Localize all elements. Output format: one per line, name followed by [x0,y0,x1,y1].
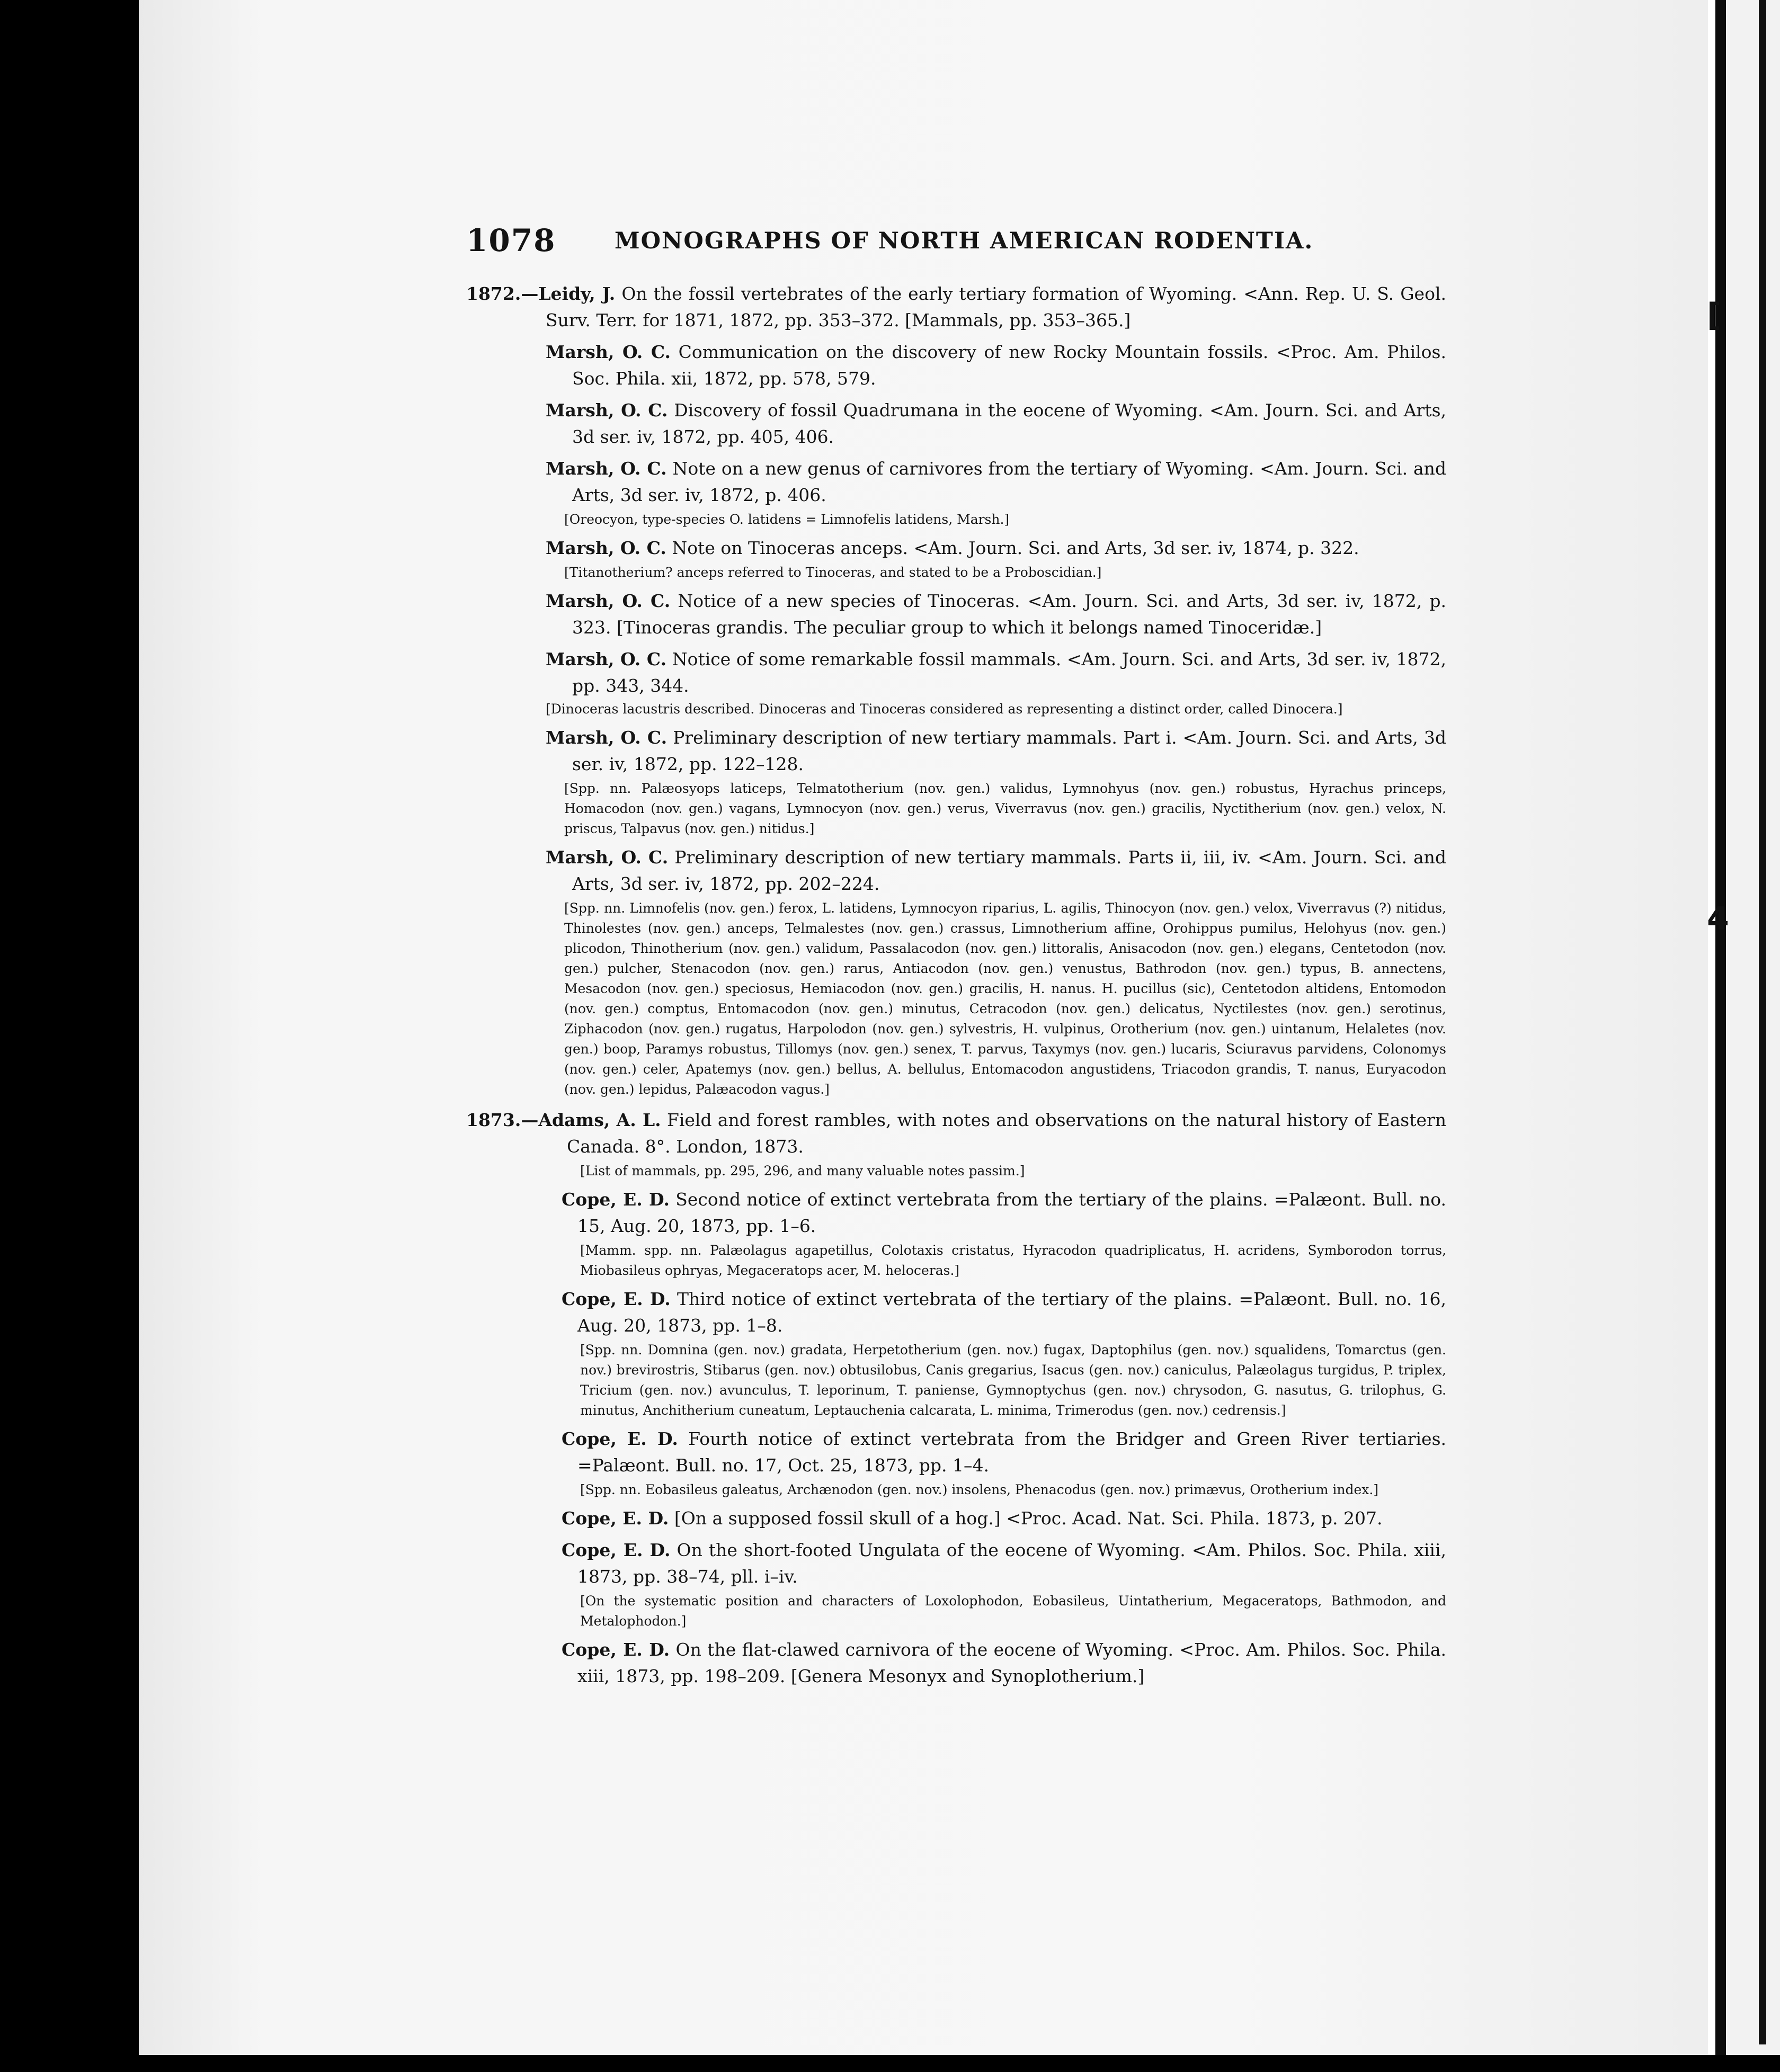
bibliography-entry [562,1286,1446,1339]
bibliography-list [466,281,1446,1690]
entry-note: [Spp. nn. Palæosyops laticeps, Telmatotherium (nov. gen.) validus, Lymnohyus (nov. gen.) robustus, Hyrachus princeps, Homacodon (nov. gen.) vagans, Lymnocyon (nov. gen.) verus, Viverravus (nov. gen.) gracilis, Nyctitherium (nov. gen.) velox, N. priscus, Talpavus (nov. gen.) nitidus.] [564,781,1446,836]
entry-note: [Spp. nn. Domnina (gen. nov.) gradata, Herpetotherium (gen. nov.) fugax, Daptophilus (gen. nov.) squalidens, Tomarctus (gen. nov.) brevirostris, Stibarus (gen. nov.) obtusilobus, Canis gregarius, Isacus (gen. nov.) caniculus, Palæolagus turgidus, P. triplex, Tricium (gen. nov.) avunculus, T. leporinum, T. paniense, Gymnoptychus (gen. nov.) chrysodon, G. nasutus, G. trilophus, G. minutus, Anchitherium cuneatum, Leptauchenia calcarata, L. minima, Trimerodus (gen. nov.) cedrensis.] [580,1342,1446,1418]
bibliography-entry [546,339,1446,392]
entry-citation: [On a supposed fossil skull of a hog.] <Proc. Acad. Nat. Sci. Phila. 1873, p. 207. [674,1508,1383,1529]
entry-author: Leidy, J. [538,283,616,304]
entry-note: [Oreocyon, type-species O. latidens = Limnofelis latidens, Marsh.] [564,512,1010,527]
entry-citation: Field and forest rambles, with notes and observations on the natural history of Eastern Canada. 8°. London, 1873. [567,1110,1447,1157]
bibliography-entry [546,588,1446,641]
bibliography-entry [562,1426,1446,1479]
entry-author: Marsh, O. C. [546,727,668,748]
entry-note: [Dinoceras lacustris described. Dinoceras and Tinoceras considered as representing a distinct order, called Dinocera.] [546,701,1343,717]
entry-note: [Spp. nn. Eobasileus galeatus, Archænodon (gen. nov.) insolens, Phenacodus (gen. nov.) primævus, Orotherium index.] [580,1482,1379,1497]
entry-citation: Discovery of fossil Quadrumana in the eocene of Wyoming. <Am. Journ. Sci. and Arts, 3d ser. iv, 1872, pp. 405, 406. [572,400,1446,447]
entry-citation: Third notice of extinct vertebrata of the tertiary of the plains. =Palæont. Bull. no. 16, Aug. 20, 1873, pp. 1–8. [577,1289,1447,1336]
entry-author: Marsh, O. C. [546,538,666,558]
scan-border-bottom [0,2055,1780,2072]
adjacent-page-edge [1726,0,1780,2055]
bibliography-entry [546,535,1446,561]
bibliography-entry [466,281,1446,334]
entry-citation: On the flat-clawed carnivora of the eocene of Wyoming. <Proc. Am. Philos. Soc. Phila. xiii, 1873, pp. 198–209. [Genera Mesonyx and Synoplotherium.] [577,1639,1446,1686]
entry-author: Marsh, O. C. [546,847,669,868]
entry-author: Cope, E. D. [562,1639,670,1660]
bibliography-entry [546,397,1446,450]
bibliography-entry [562,1637,1446,1690]
entry-citation: Notice of some remarkable fossil mammals. <Am. Journ. Sci. and Arts, 3d ser. iv, 1872, pp. 343, 344. [572,649,1446,696]
entry-citation: Preliminary description of new tertiary mammals. Parts ii, iii, iv. <Am. Journ. Sci. and Arts, 3d ser. iv, 1872, pp. 202–224. [572,847,1446,894]
bibliography-entry [546,646,1446,699]
entry-note: [Spp. nn. Limnofelis (nov. gen.) ferox, L. latidens, Lymnocyon riparius, L. agilis, Thinocyon (nov. gen.) velox, Viverravus (?) nitidus, Thinolestes (nov. gen.) anceps, Telmalestes (nov. gen.) crassus, Limnotherium affine, Orohippus pumilus, Helohyus (nov. gen.) plicodon, Thinotherium (nov. gen.) validum, Passalacodon (nov. gen.) littoralis, Anisacodon (nov. gen.) elegans, Centetodon (nov. gen.) pulcher, Stenacodon (nov. gen.) rarus, Antiacodon (nov. gen.) venustus, Bathrodon (nov. gen.) typus, B. annectens, Mesacodon (nov. gen.) speciosus, Hemiacodon (nov. gen.) gracilis, H. nanus. H. pucillus (sic), Centetodon altidens, Entomodon (nov. gen.) comptus, Entomacodon (nov. gen.) minutus, Cetracodon (nov. gen.) delicatus, Nyctilestes (nov. gen.) serotinus, Ziphacodon (nov. gen.) rugatus, Harpolodon (nov. gen.) sylvestris, H. vulpinus, Orotherium (nov. gen.) uintanum, Helaletes (nov. gen.) boop, Paramys robustus, Tillomys (nov. gen.) senex, T. parvus, Taxymys (nov. gen.) lucaris, Sciuravus parvidens, Colonomys (nov. gen.) celer, Apatemys (nov. gen.) bellus, A. bellulus, Entomacodon angustidens, Triacodon grandis, T. nanus, Euryacodon (nov. gen.) lepidus, Palæacodon vagus.] [564,900,1446,1097]
page-number: 1078 [466,222,556,258]
entry-citation: Note on a new genus of carnivores from the tertiary of Wyoming. <Am. Journ. Sci. and Arts, 3d ser. iv, 1872, p. 406. [572,458,1446,505]
entry-citation: Preliminary description of new tertiary mammals. Part i. <Am. Journ. Sci. and Arts, 3d ser. iv, 1872, pp. 122–128. [572,727,1446,774]
bibliography-entry [562,1537,1446,1590]
bibliography-entry [546,725,1446,778]
edge-mark-bracket: [ [1707,297,1722,334]
entry-citation: Fourth notice of extinct vertebrata from the Bridger and Green River tertiaries. =Palæont. Bull. no. 17, Oct. 25, 1873, pp. 1–4. [577,1428,1446,1476]
year-label: 1872.— [466,283,539,304]
entry-citation: Notice of a new species of Tinoceras. <Am. Journ. Sci. and Arts, 3d ser. iv, 1872, p. 323. [Tinoceras grandis. The peculiar group to which it belongs named Tinoceridæ.] [572,591,1446,638]
bibliography-entry [546,456,1446,508]
entry-author: Adams, A. L. [538,1110,661,1130]
adjacent-page-line [1759,0,1766,2044]
entry-note: [On the systematic position and characters of Loxolophodon, Eobasileus, Uintatherium, Megaceratops, Bathmodon, and Metalophodon.] [580,1593,1446,1629]
bibliography-entry [562,1186,1446,1239]
entry-citation: On the fossil vertebrates of the early tertiary formation of Wyoming. <Ann. Rep. U. S. Geol. Surv. Terr. for 1871, 1872, pp. 353–372. [Mammals, pp. 353–365.] [546,283,1447,331]
entry-author: Marsh, O. C. [546,591,671,611]
bibliography-entry [466,1107,1446,1160]
entry-author: Cope, E. D. [562,1289,671,1309]
entry-author: Cope, E. D. [562,1189,670,1210]
entry-author: Cope, E. D. [562,1540,671,1560]
entry-author: Cope, E. D. [562,1428,678,1449]
entry-author: Marsh, O. C. [546,458,667,479]
running-header [466,222,1446,281]
page-content [466,222,1446,1690]
page-title: MONOGRAPHS OF NORTH AMERICAN RODENTIA. [615,228,1314,254]
edge-mark-digit: 4 [1707,900,1729,937]
year-label: 1873.— [466,1110,539,1130]
bibliography-entry [562,1505,1446,1532]
entry-note: [Titanotherium? anceps referred to Tinoceras, and stated to be a Proboscidian.] [564,565,1102,580]
entry-citation: Communication on the discovery of new Rocky Mountain fossils. <Proc. Am. Philos. Soc. Phila. xii, 1872, pp. 578, 579. [572,342,1446,389]
scan-border-left [0,0,139,2072]
bibliography-entry [546,844,1446,897]
entry-author: Marsh, O. C. [546,342,671,362]
entry-author: Cope, E. D. [562,1508,669,1529]
entry-citation: On the short-footed Ungulata of the eocene of Wyoming. <Am. Philos. Soc. Phila. xiii, 1873, pp. 38–74, pll. i–iv. [577,1540,1446,1587]
entry-author: Marsh, O. C. [546,649,667,669]
entry-author: Marsh, O. C. [546,400,668,421]
entry-note: [Mamm. spp. nn. Palæolagus agapetillus, Colotaxis cristatus, Hyracodon quadriplicatus, H. acridens, Symborodon torrus, Miobasileus ophryas, Megaceratops acer, M. heloceras.] [580,1243,1446,1278]
entry-citation: Second notice of extinct vertebrata from the tertiary of the plains. =Palæont. Bull. no. 15, Aug. 20, 1873, pp. 1–6. [577,1189,1446,1236]
entry-note: [List of mammals, pp. 295, 296, and many valuable notes passim.] [580,1163,1025,1178]
entry-citation: Note on Tinoceras anceps. <Am. Journ. Sci. and Arts, 3d ser. iv, 1874, p. 322. [672,538,1359,558]
